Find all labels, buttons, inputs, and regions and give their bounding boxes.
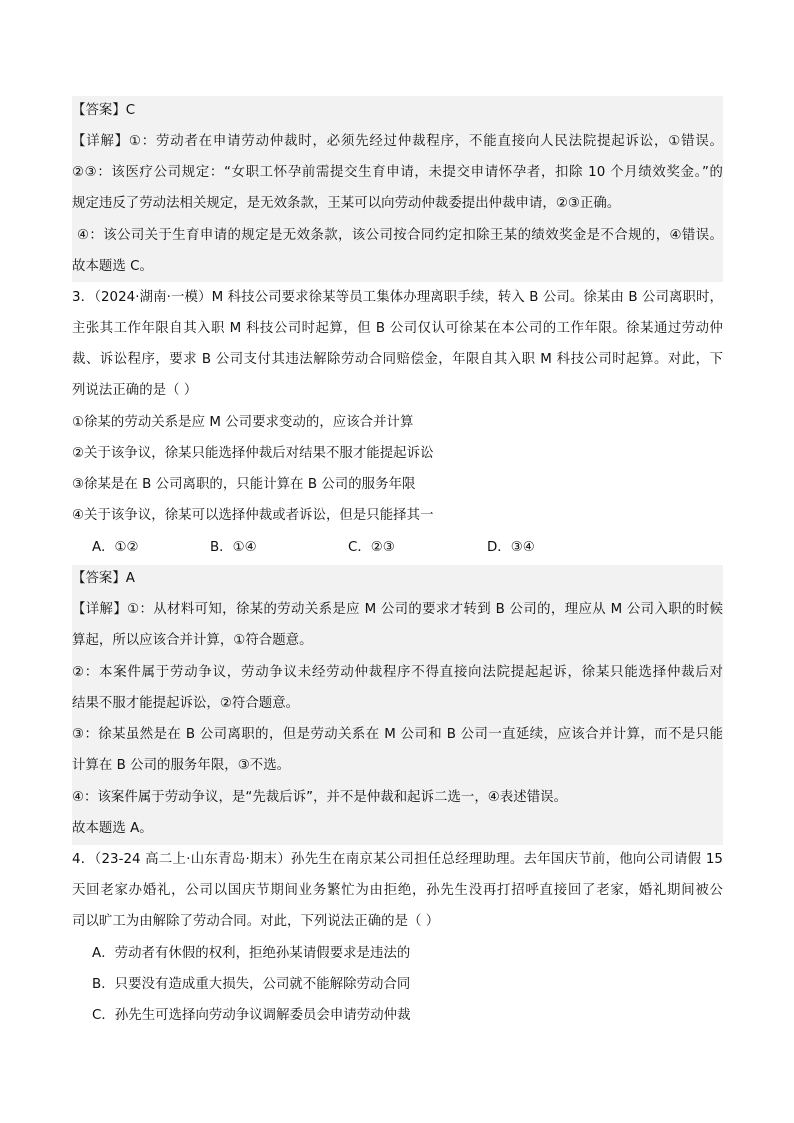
question-stem: 3．（2024·湖南·一模）M 科技公司要求徐某等员工集体办理离职手续，转入 B 公司。徐某由 B 公司离职时， bbox=[72, 290, 723, 305]
conclusion-line: 故本题选 C。 bbox=[72, 259, 153, 274]
option-c: C．②③ bbox=[348, 540, 395, 555]
statement-item: ③徐某是在 B 公司离职的，只能计算在 B 公司的服务年限 bbox=[72, 477, 416, 492]
answer-label: 【答案】A bbox=[72, 571, 135, 586]
detail-line: ②：本案件属于劳动争议，劳动争议未经劳动仲裁程序不得直接向法院提起起诉，徐某只能选择仲裁后对 bbox=[72, 665, 723, 680]
detail-line: 规定违反了劳动法相关规定，是无效条款，王某可以向劳动仲裁委提出仲裁申请，②③正确。 bbox=[72, 196, 621, 211]
option-b: B．只要没有造成重大损失，公司就不能解除劳动合同 bbox=[92, 977, 411, 992]
detail-line: 算起，所以应该合并计算，①符合题意。 bbox=[72, 633, 313, 648]
option-a: A．①② bbox=[92, 540, 139, 555]
option-c: C．孙先生可选择向劳动争议调解委员会申请劳动仲裁 bbox=[92, 1008, 411, 1023]
question-stem: 天回老家办婚礼，公司以国庆节期间业务繁忙为由拒绝，孙先生没再打招呼直接回了老家，婚礼期间被公 bbox=[72, 883, 723, 898]
statement-item: ②关于该争议，徐某只能选择仲裁后对结果不服才能提起诉讼 bbox=[72, 446, 434, 461]
option-row bbox=[92, 538, 723, 558]
detail-line: ③：徐某虽然是在 B 公司离职的，但是劳动关系在 M 公司和 B 公司一直延续，应该合并计算，而不是只能 bbox=[72, 727, 723, 742]
question-stem: 裁、诉讼程序，要求 B 公司支付其违法解除劳动合同赔偿金，年限自其入职 M 科技公司时起算。对此，下 bbox=[72, 352, 723, 367]
detail-line: 【详解】①：从材料可知，徐某的劳动关系是应 M 公司的要求才转到 B 公司的，理应从 M 公司入职的时候 bbox=[72, 602, 723, 617]
question-stem: 主张其工作年限自其入职 M 科技公司时起算，但 B 公司仅认可徐某在本公司的工作年限。徐某通过劳动仲 bbox=[72, 321, 723, 336]
detail-line: 计算在 B 公司的服务年限，③不选。 bbox=[72, 758, 291, 773]
detail-line: 结果不服才能提起诉讼，②符合题意。 bbox=[72, 696, 300, 711]
answer-label: 【答案】C bbox=[72, 103, 136, 118]
question-stem: 列说法正确的是（ ） bbox=[72, 383, 198, 398]
detail-line: ④：该案件属于劳动争议，是“先裁后诉”，并不是仲裁和起诉二选一，④表述错误。 bbox=[72, 790, 568, 805]
question-stem: 司以旷工为由解除了劳动合同。对此，下列说法正确的是（ ） bbox=[72, 914, 440, 929]
answer-block-shading bbox=[72, 96, 723, 282]
option-b: B．①④ bbox=[210, 540, 257, 555]
statement-item: ①徐某的劳动关系是应 M 公司要求变动的，应该合并计算 bbox=[72, 415, 414, 430]
statement-item: ④关于该争议，徐某可以选择仲裁或者诉讼，但是只能择其一 bbox=[72, 508, 434, 523]
detail-line: 【详解】①：劳动者在申请劳动仲裁时，必须先经过仲裁程序，不能直接向人民法院提起诉讼，①错误。 bbox=[72, 134, 723, 149]
detail-line: ④：该公司关于生育申请的规定是无效条款，该公司按合同约定扣除王某的绩效奖金是不合规的，④错误。 bbox=[77, 228, 723, 243]
question-stem: 4．（23-24 高二上·山东青岛·期末）孙先生在南京某公司担任总经理助理。去年国庆节前，他向公司请假 15 bbox=[72, 852, 723, 867]
option-d: D．③④ bbox=[487, 540, 535, 555]
conclusion-line: 故本题选 A。 bbox=[72, 821, 153, 836]
detail-line: ②③：该医疗公司规定：“女职工怀孕前需提交生育申请，未提交申请怀孕者，扣除 10 个月绩效奖金。”的 bbox=[72, 165, 723, 180]
option-a: A．劳动者有休假的权利，拒绝孙某请假要求是违法的 bbox=[92, 946, 411, 961]
